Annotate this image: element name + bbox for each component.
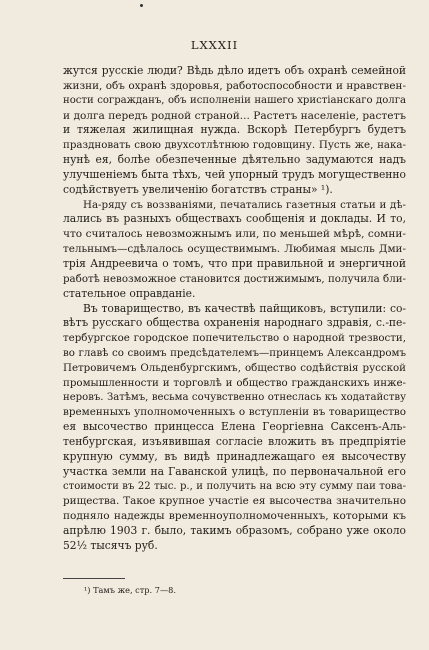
text-line: ности согражданъ, объ исполненіи нашего христіанскаго долга	[63, 94, 406, 106]
text-line: стательное оправданіе.	[63, 286, 196, 300]
ink-speck	[140, 4, 143, 7]
text-line: тербургское городское попечительство о народной трезвости,	[63, 332, 406, 345]
text-line: нунѣ ея, болѣе обезпеченные дѣятельно задумаются надъ	[63, 153, 406, 167]
text-line: работѣ невозможное становится достижимымъ, получила бли-	[63, 272, 406, 285]
text-line: праздновать свою двухсотлѣтнюю годовщину. Пусть же, нака-	[63, 139, 406, 152]
text-line: тенбургская, изъявившая согласіе вложить въ предпріятіе	[63, 435, 406, 449]
text-line: жутся русскіе люди? Вѣдь дѣло идетъ объ охранѣ семейной	[63, 64, 406, 77]
text-line: содѣйствуетъ увеличенію богатствъ страны» ¹).	[63, 182, 333, 196]
text-line: промышленности и торговлѣ и общество гражданскихъ инже-	[63, 376, 406, 389]
text-line: что считалось невозможнымъ или, по меньшей мѣрѣ, сомни-	[63, 228, 406, 241]
text-line: участка земли на Гаванской улицѣ, по первоначальной его	[63, 464, 406, 478]
text-line: крупную сумму, въ видѣ принадлежащаго ея высочеству	[63, 449, 406, 463]
text-line: апрѣлю 1903 г. было, такимъ образомъ, собрано уже около	[63, 524, 406, 538]
text-line: и тяжелая жилищная нужда. Вскорѣ Петербургъ будетъ	[63, 123, 406, 137]
text-line: жизни, объ охранѣ здоровья, работоспособности и нравствен-	[63, 79, 406, 92]
footnote-divider	[63, 578, 125, 579]
text-line: улучшеніемъ быта тѣхъ, чей упорный трудъ могущественно	[63, 167, 406, 181]
text-line: стоимости въ 22 тыс. р., и получить на всю эту сумму паи това-	[63, 480, 406, 492]
text-line: временныхъ уполномоченныхъ о вступленіи въ товарищество	[63, 406, 406, 419]
text-line: рищества. Такое крупное участіе ея высочества значительно	[63, 495, 406, 508]
text-line: неровъ. Затѣмъ, весьма сочувственно отнеслась къ ходатайству	[63, 391, 406, 403]
text-line: и долга передъ родной страной... Растетъ населеніе, растетъ	[63, 109, 406, 122]
text-line: 52½ тысячъ руб.	[63, 539, 158, 552]
page-number: LXXXII	[190, 38, 239, 52]
text-line: Петровичемъ Ольденбургскимъ, общество содѣйствія русской	[63, 361, 406, 374]
page-body	[63, 64, 406, 554]
text-line: вѣтъ русскаго общества охраненія народнаго здравія, с.-пе-	[63, 316, 406, 330]
text-line: подняло надежды временноуполномоченныхъ, которыми къ	[63, 510, 406, 523]
text-line: во главѣ со своимъ предсѣдателемъ—принцемъ Александромъ	[63, 347, 406, 360]
text-line: ея высочество принцесса Елена Георгіевна Саксенъ-Аль-	[63, 420, 406, 434]
text-line: трія Андреевича о томъ, что при правильной и энергичной	[63, 256, 406, 270]
footnote: ¹) Тамъ же, стр. 7—8.	[84, 585, 176, 595]
text-line: лались въ разныхъ обществахъ сообщенія и доклады. И то,	[63, 212, 406, 226]
text-line: Въ товарищество, въ качествѣ пайщиковъ, вступили: со-	[83, 301, 406, 315]
text-line: На-ряду съ воззваніями, печатались газетныя статьи и дѣ-	[83, 198, 406, 211]
text-line: тельнымъ—сдѣлалось осуществимымъ. Любимая мысль Дми-	[63, 243, 406, 256]
